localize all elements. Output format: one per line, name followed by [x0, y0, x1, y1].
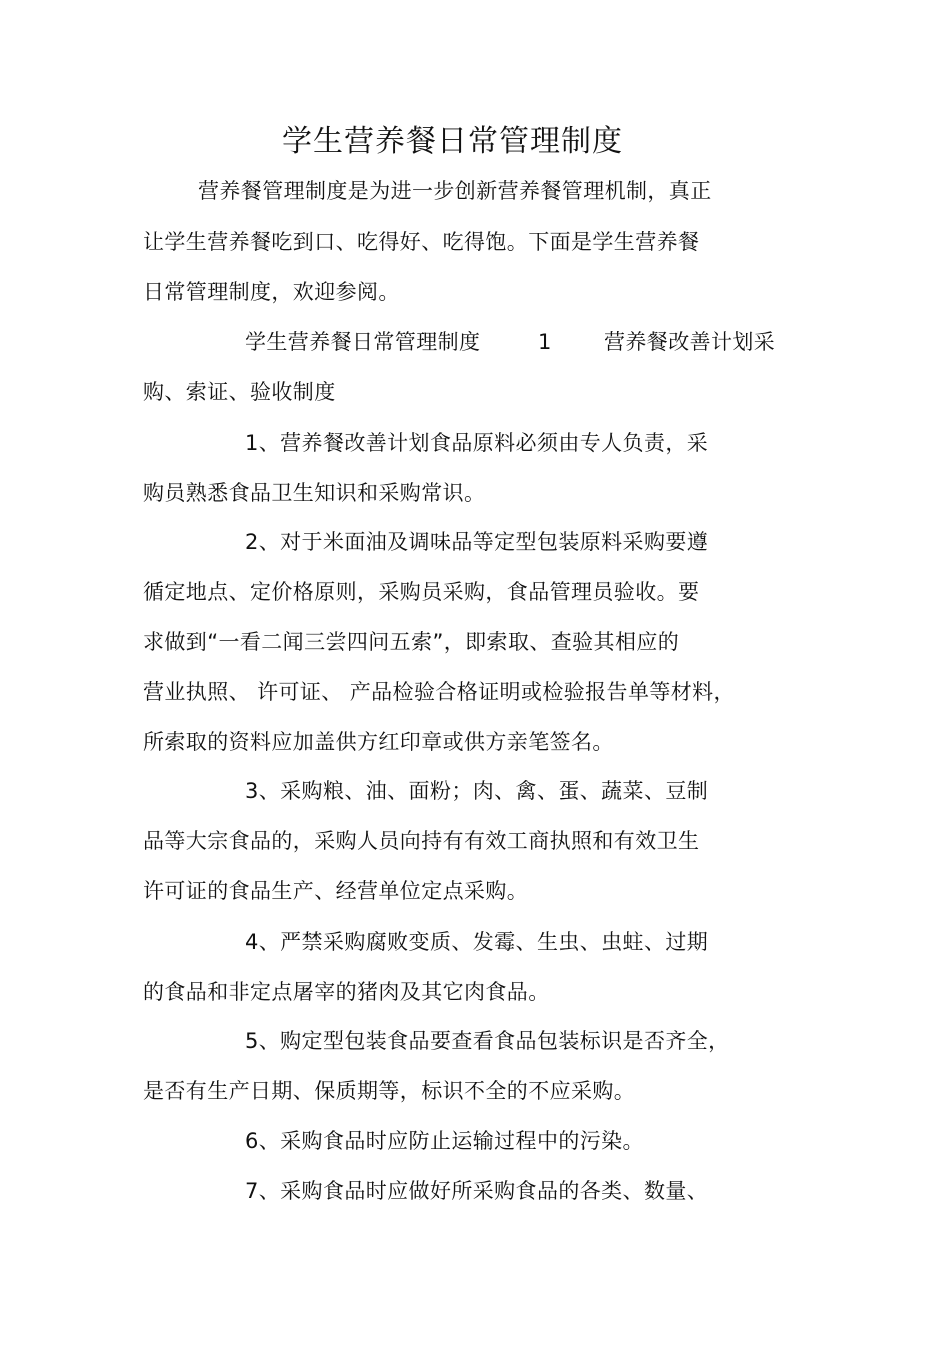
- item-6-line-1: 6、采购食品时应防止运输过程中的污染。: [245, 1129, 644, 1153]
- item-2-line-2: 循定地点、定价格原则，采购员采购，食品管理员验收。要: [143, 580, 700, 604]
- section-heading-name: 学生营养餐日常管理制度: [245, 330, 481, 354]
- item-2-line-1: 2、对于米面油及调味品等定型包装原料采购要遵: [245, 530, 709, 554]
- intro-line-2: 让学生营养餐吃到口、吃得好、吃得饱。下面是学生营养餐: [143, 230, 700, 254]
- item-1-line-2: 购员熟悉食品卫生知识和采购常识。: [143, 481, 486, 505]
- section-heading-cont: 购、索证、验收制度: [143, 380, 336, 404]
- item-5-line-2: 是否有生产日期、保质期等，标识不全的不应采购。: [143, 1079, 636, 1103]
- section-heading-number: 1: [538, 330, 552, 354]
- item-2-line-3: 求做到“一看二闻三尝四问五索”，即索取、查验其相应的: [143, 630, 680, 654]
- section-heading-topic: 营养餐改善计划采: [604, 330, 776, 354]
- item-7-line-1: 7、采购食品时应做好所采购食品的各类、数量、: [245, 1179, 709, 1203]
- item-5-line-1: 5、购定型包装食品要查看食品包装标识是否齐全，: [245, 1029, 730, 1053]
- item-2-line-5: 所索取的资料应加盖供方红印章或供方亲笔签名。: [143, 730, 614, 754]
- intro-line-3: 日常管理制度，欢迎参阅。: [143, 280, 400, 304]
- document-title: 学生营养餐日常管理制度: [282, 124, 623, 159]
- item-2-line-4: 营业执照、 许可证、 产品检验合格证明或检验报告单等材料，: [143, 680, 735, 704]
- item-4-line-1: 4、严禁采购腐败变质、发霉、生虫、虫蛀、过期: [245, 930, 709, 954]
- intro-line-1: 营养餐管理制度是为进一步创新营养餐管理机制，真正: [198, 179, 712, 203]
- item-3-line-2: 品等大宗食品的，采购人员向持有有效工商执照和有效卫生: [143, 829, 700, 853]
- item-3-line-3: 许可证的食品生产、经营单位定点采购。: [143, 879, 529, 903]
- item-4-line-2: 的食品和非定点屠宰的猪肉及其它肉食品。: [143, 980, 550, 1004]
- item-1-line-1: 1、营养餐改善计划食品原料必须由专人负责，采: [245, 431, 709, 455]
- item-3-line-1: 3、采购粮、油、面粉；肉、禽、蛋、蔬菜、豆制: [245, 779, 709, 803]
